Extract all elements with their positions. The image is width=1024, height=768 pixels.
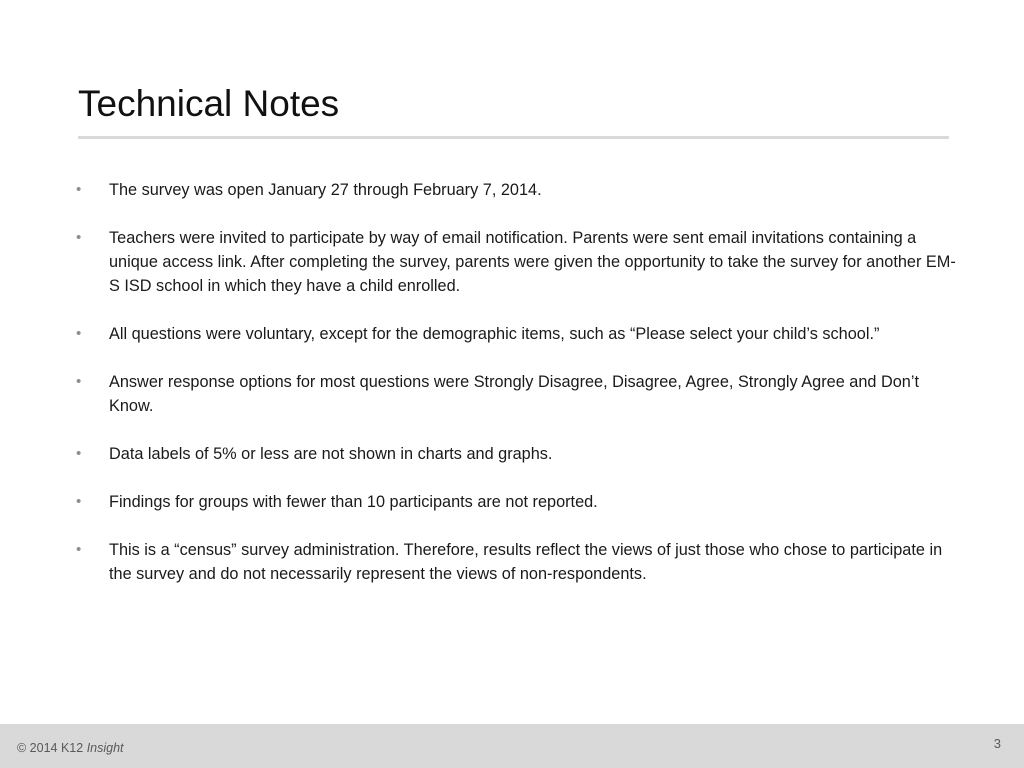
copyright-brand: Insight (86, 741, 124, 755)
bullet-text: Findings for groups with fewer than 10 participants are not reported. (109, 493, 598, 511)
bullet-dot-icon: • (76, 229, 82, 246)
bullet-item (76, 490, 956, 514)
slide-title: Technical Notes (78, 83, 340, 124)
bullet-item (76, 370, 956, 418)
bullet-dot-icon: • (76, 493, 82, 510)
bullet-dot-icon: • (76, 541, 82, 558)
bullet-item (76, 442, 956, 466)
footer-bar (0, 724, 1024, 768)
bullet-item (76, 322, 956, 346)
copyright-prefix: © 2014 K12 (17, 741, 87, 755)
bullet-text: Data labels of 5% or less are not shown in charts and graphs. (109, 445, 553, 463)
bullet-text: All questions were voluntary, except for the demographic items, such as “Please select your child’s school.” (109, 325, 880, 343)
copyright-notice (17, 740, 124, 756)
bullet-text: Answer response options for most questions were Strongly Disagree, Disagree, Agree, Strongly Agree and Don’t Know. (109, 373, 919, 415)
bullet-dot-icon: • (76, 181, 82, 198)
bullet-list (76, 178, 956, 610)
bullet-text: This is a “census” survey administration. Therefore, results reflect the views of just those who chose to participate in the survey and do not necessarily represent the views of non-respondents. (109, 541, 943, 583)
bullet-text: Teachers were invited to participate by way of email notification. Parents were sent email invitations containing a unique access link. After completing the survey, parents were given the opportunity to take the survey for another EM-S ISD school in which they have a child enrolled. (109, 229, 956, 295)
bullet-dot-icon: • (76, 373, 82, 390)
bullet-dot-icon: • (76, 325, 82, 342)
bullet-dot-icon: • (76, 445, 82, 462)
bullet-text: The survey was open January 27 through February 7, 2014. (109, 181, 542, 199)
bullet-item (76, 226, 956, 298)
title-divider (78, 136, 949, 139)
bullet-item (76, 178, 956, 202)
page-number: 3 (993, 736, 1001, 751)
bullet-item (76, 538, 956, 586)
